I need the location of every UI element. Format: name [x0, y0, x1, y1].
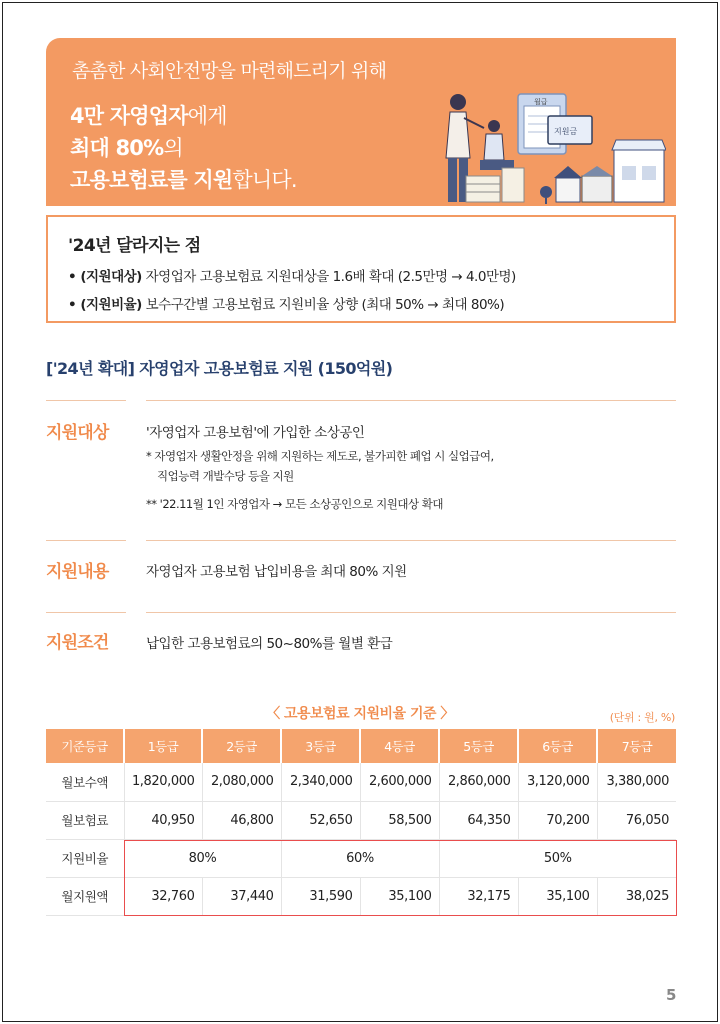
table-cell: 60% [281, 839, 439, 877]
label-content: 지원내용 [46, 562, 109, 582]
section-title: ['24년 확대] 자영업자 고용보험료 지원 (150억원) [46, 359, 393, 378]
table-header: 6등급 [518, 729, 597, 763]
table-cell: 32,175 [439, 877, 518, 915]
table-header: 3등급 [281, 729, 360, 763]
change-item-ratio: • (지원비율) 보수구간별 고용보험료 지원비율 상향 (최대 50% → 최대 80%) [68, 297, 505, 313]
target-note-1-cont: 직업능력 개발수당 등을 지원 [157, 469, 294, 483]
table-cell: 32,760 [124, 877, 202, 915]
table-cell: 70,200 [518, 801, 597, 839]
target-note-1: * 자영업자 생활안정을 위해 지원하는 제도로, 불가피한 폐업 시 실업급여, [146, 449, 494, 463]
table-unit: (단위 : 원, %) [609, 711, 675, 724]
table-row [46, 763, 676, 801]
table-cell: 31,590 [281, 877, 360, 915]
table-cell: 52,650 [281, 801, 360, 839]
svg-text:지원금: 지원금 [554, 127, 578, 136]
divider [46, 400, 126, 401]
highlight-box [124, 840, 677, 916]
row-label: 지원비율 [46, 839, 124, 877]
table-header-row [46, 729, 676, 763]
table-cell: 46,800 [202, 801, 281, 839]
divider [146, 400, 676, 401]
table-cell: 2,340,000 [281, 763, 360, 801]
row-label: 월보수액 [46, 763, 124, 801]
banner-line-3: 고용보험료를 지원합니다. [70, 168, 297, 192]
table-header: 7등급 [597, 729, 676, 763]
svg-text:월급: 월급 [534, 98, 548, 106]
banner-subtitle: 촘촘한 사회안전망을 마련해드리기 위해 [72, 60, 387, 82]
support-illustration [436, 88, 666, 206]
table-cell: 2,080,000 [202, 763, 281, 801]
table-cell: 37,440 [202, 877, 281, 915]
label-condition: 지원조건 [46, 633, 109, 653]
table-cell: 80% [124, 839, 281, 877]
divider [46, 540, 126, 541]
divider [146, 540, 676, 541]
table-header: 5등급 [439, 729, 518, 763]
target-note-2: ** '22.11월 1인 자영업자 → 모든 소상공인으로 지원대상 확대 [146, 497, 443, 511]
content-text: 자영업자 고용보험 납입비용을 최대 80% 지원 [146, 564, 407, 580]
table-cell: 38,025 [597, 877, 676, 915]
changes-title: '24년 달라지는 점 [68, 236, 201, 256]
page-number: 5 [666, 986, 677, 1004]
table-cell: 58,500 [360, 801, 439, 839]
table-cell: 2,600,000 [360, 763, 439, 801]
condition-text: 납입한 고용보험료의 50~80%를 월별 환급 [146, 636, 393, 652]
row-label: 월지원액 [46, 877, 124, 915]
table-cell: 64,350 [439, 801, 518, 839]
change-item-target: • (지원대상) 자영업자 고용보험료 지원대상을 1.6배 확대 (2.5만명 → 4.0만명) [68, 269, 516, 285]
table-cell: 1,820,000 [124, 763, 202, 801]
table-header: 2등급 [202, 729, 281, 763]
table-header: 기준등급 [46, 729, 124, 763]
table-cell: 35,100 [518, 877, 597, 915]
table-cell: 40,950 [124, 801, 202, 839]
label-target: 지원대상 [46, 423, 109, 443]
banner-line-2: 최대 80%의 [70, 136, 183, 160]
banner-line-1: 4만 자영업자에게 [70, 104, 227, 128]
table-row [46, 801, 676, 839]
table-header: 1등급 [124, 729, 202, 763]
hero-banner [46, 38, 676, 206]
divider [146, 612, 676, 613]
table-cell: 3,120,000 [518, 763, 597, 801]
target-text: '자영업자 고용보험'에 가입한 소상공인 [146, 425, 365, 441]
divider [46, 612, 126, 613]
table-cell: 3,380,000 [597, 763, 676, 801]
table-caption: 〈 고용보험료 지원비율 기준 〉 [266, 706, 454, 722]
table-cell: 50% [439, 839, 676, 877]
table-cell: 76,050 [597, 801, 676, 839]
table-header: 4등급 [360, 729, 439, 763]
row-label: 월보험료 [46, 801, 124, 839]
table-cell: 35,100 [360, 877, 439, 915]
table-cell: 2,860,000 [439, 763, 518, 801]
changes-box [46, 215, 676, 323]
